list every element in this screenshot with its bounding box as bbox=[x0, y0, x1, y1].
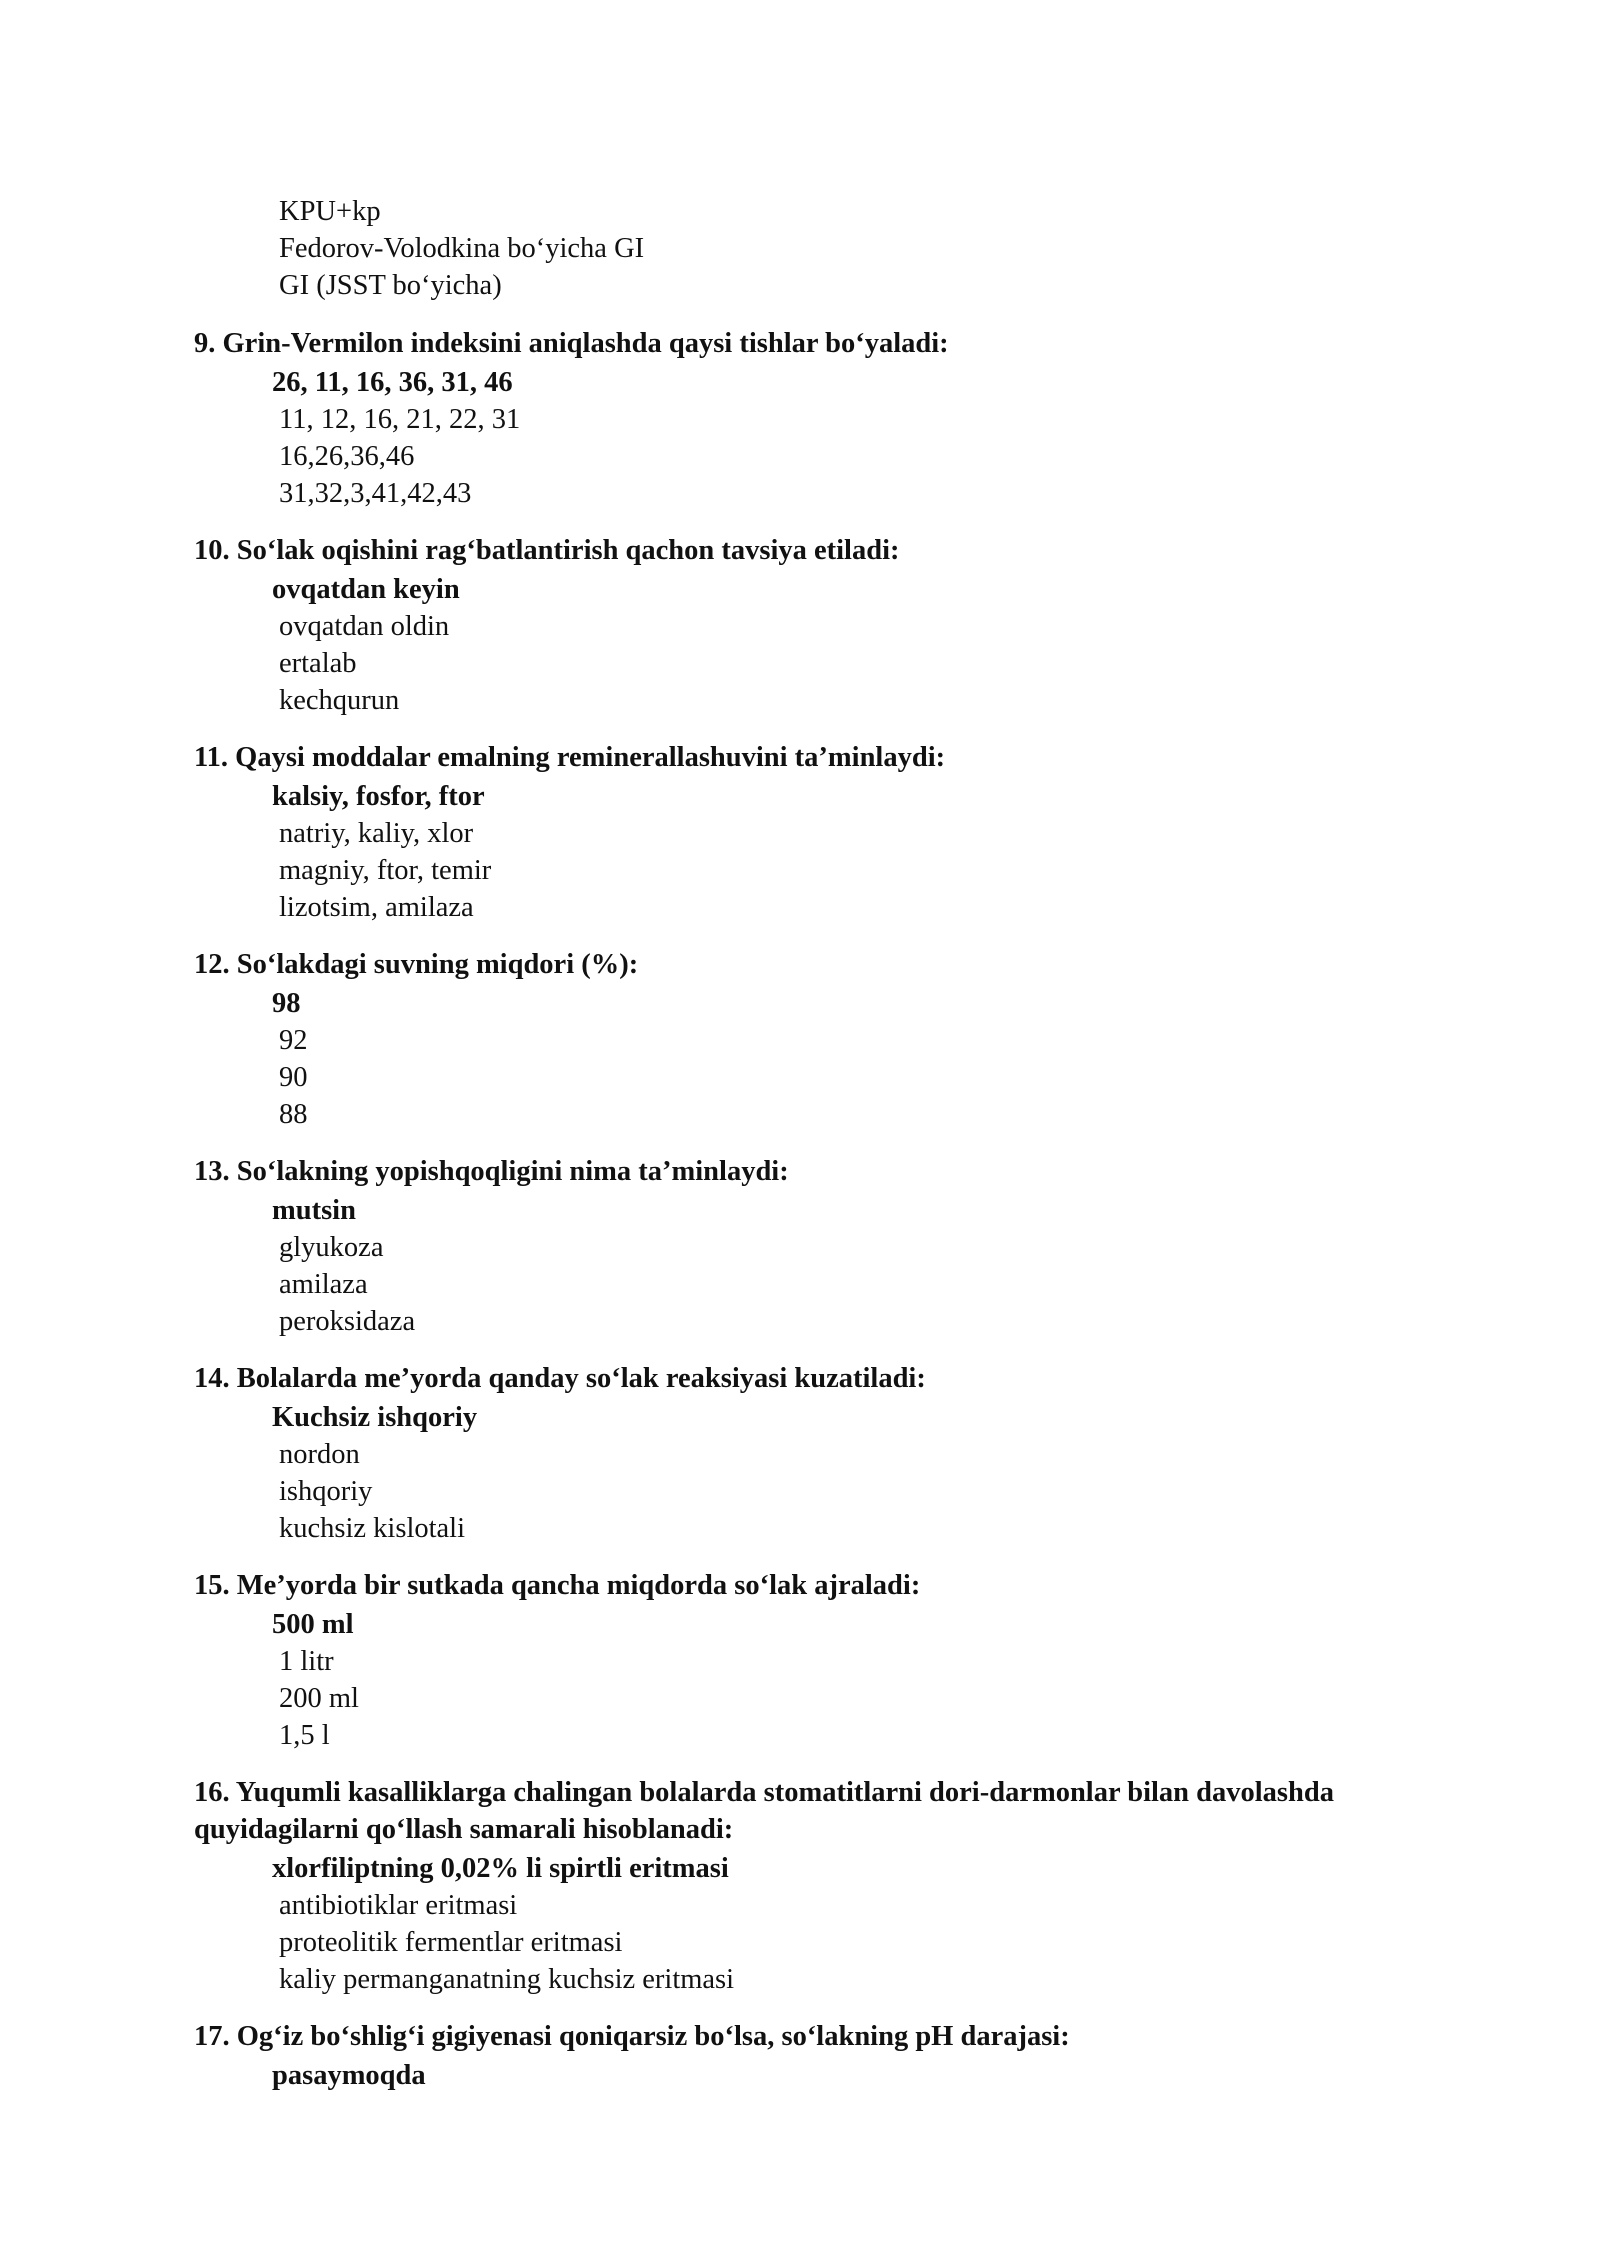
option-text: natriy, kaliy, xlor bbox=[279, 818, 474, 849]
option-text: 90 bbox=[279, 1062, 308, 1093]
option-text: peroksidaza bbox=[279, 1306, 416, 1337]
correct-answer: ovqatdan keyin bbox=[272, 574, 460, 605]
option-text: Fedorov-Volodkina bo‘yicha GI bbox=[279, 233, 645, 264]
option-text: amilaza bbox=[279, 1269, 368, 1300]
correct-answer: 26, 11, 16, 36, 31, 46 bbox=[272, 367, 513, 398]
option-text: glyukoza bbox=[279, 1232, 384, 1263]
option-text: kechqurun bbox=[279, 685, 400, 716]
option-text: antibiotiklar eritmasi bbox=[279, 1890, 518, 1921]
question-heading: 17. Og‘iz bo‘shlig‘i gigiyenasi qoniqarsiz bo‘lsa, so‘lakning pH darajasi: bbox=[194, 2021, 1070, 2052]
correct-answer: 98 bbox=[272, 988, 301, 1019]
option-text: kaliy permanganatning kuchsiz eritmasi bbox=[279, 1964, 735, 1995]
question-heading: 15. Me’yorda bir sutkada qancha miqdorda so‘lak ajraladi: bbox=[194, 1570, 921, 1601]
option-text: 1 litr bbox=[279, 1646, 334, 1677]
question-heading: 11. Qaysi moddalar emalning reminerallashuvini ta’minlaydi: bbox=[194, 742, 946, 773]
option-text: 88 bbox=[279, 1099, 308, 1130]
correct-answer: Kuchsiz ishqoriy bbox=[272, 1402, 478, 1433]
option-text: 1,5 l bbox=[279, 1720, 330, 1751]
question-heading: 13. So‘lakning yopishqoqligini nima ta’minlaydi: bbox=[194, 1156, 789, 1187]
option-text: proteolitik fermentlar eritmasi bbox=[279, 1927, 623, 1958]
option-text: 11, 12, 16, 21, 22, 31 bbox=[279, 404, 521, 435]
option-text: GI (JSST bo‘yicha) bbox=[279, 270, 502, 301]
correct-answer: kalsiy, fosfor, ftor bbox=[272, 781, 485, 812]
option-text: ishqoriy bbox=[279, 1476, 373, 1507]
option-text: ertalab bbox=[279, 648, 357, 679]
correct-answer: mutsin bbox=[272, 1195, 356, 1226]
option-text: kuchsiz kislotali bbox=[279, 1513, 466, 1544]
option-text: 200 ml bbox=[279, 1683, 359, 1714]
option-text: nordon bbox=[279, 1439, 360, 1470]
option-text: KPU+kp bbox=[279, 196, 381, 227]
option-text: 92 bbox=[279, 1025, 308, 1056]
correct-answer: 500 ml bbox=[272, 1609, 354, 1640]
question-heading-continued: quyidagilarni qo‘llash samarali hisoblanadi: bbox=[194, 1814, 734, 1845]
option-text: 16,26,36,46 bbox=[279, 441, 415, 472]
option-text: lizotsim, amilaza bbox=[279, 892, 474, 923]
question-heading: 14. Bolalarda me’yorda qanday so‘lak reaksiyasi kuzatiladi: bbox=[194, 1363, 926, 1394]
option-text: ovqatdan oldin bbox=[279, 611, 450, 642]
question-heading: 12. So‘lakdagi suvning miqdori (%): bbox=[194, 949, 639, 980]
question-heading: 10. So‘lak oqishini rag‘batlantirish qachon tavsiya etiladi: bbox=[194, 535, 900, 566]
option-text: 31,32,3,41,42,43 bbox=[279, 478, 472, 509]
question-heading: 9. Grin-Vermilon indeksini aniqlashda qaysi tishlar bo‘yaladi: bbox=[194, 328, 949, 359]
correct-answer: xlorfiliptning 0,02% li spirtli eritmasi bbox=[272, 1853, 729, 1884]
question-heading: 16. Yuqumli kasalliklarga chalingan bolalarda stomatitlarni dori-darmonlar bilan davolashda bbox=[194, 1777, 1334, 1808]
option-text: magniy, ftor, temir bbox=[279, 855, 492, 886]
correct-answer: pasaymoqda bbox=[272, 2060, 426, 2091]
